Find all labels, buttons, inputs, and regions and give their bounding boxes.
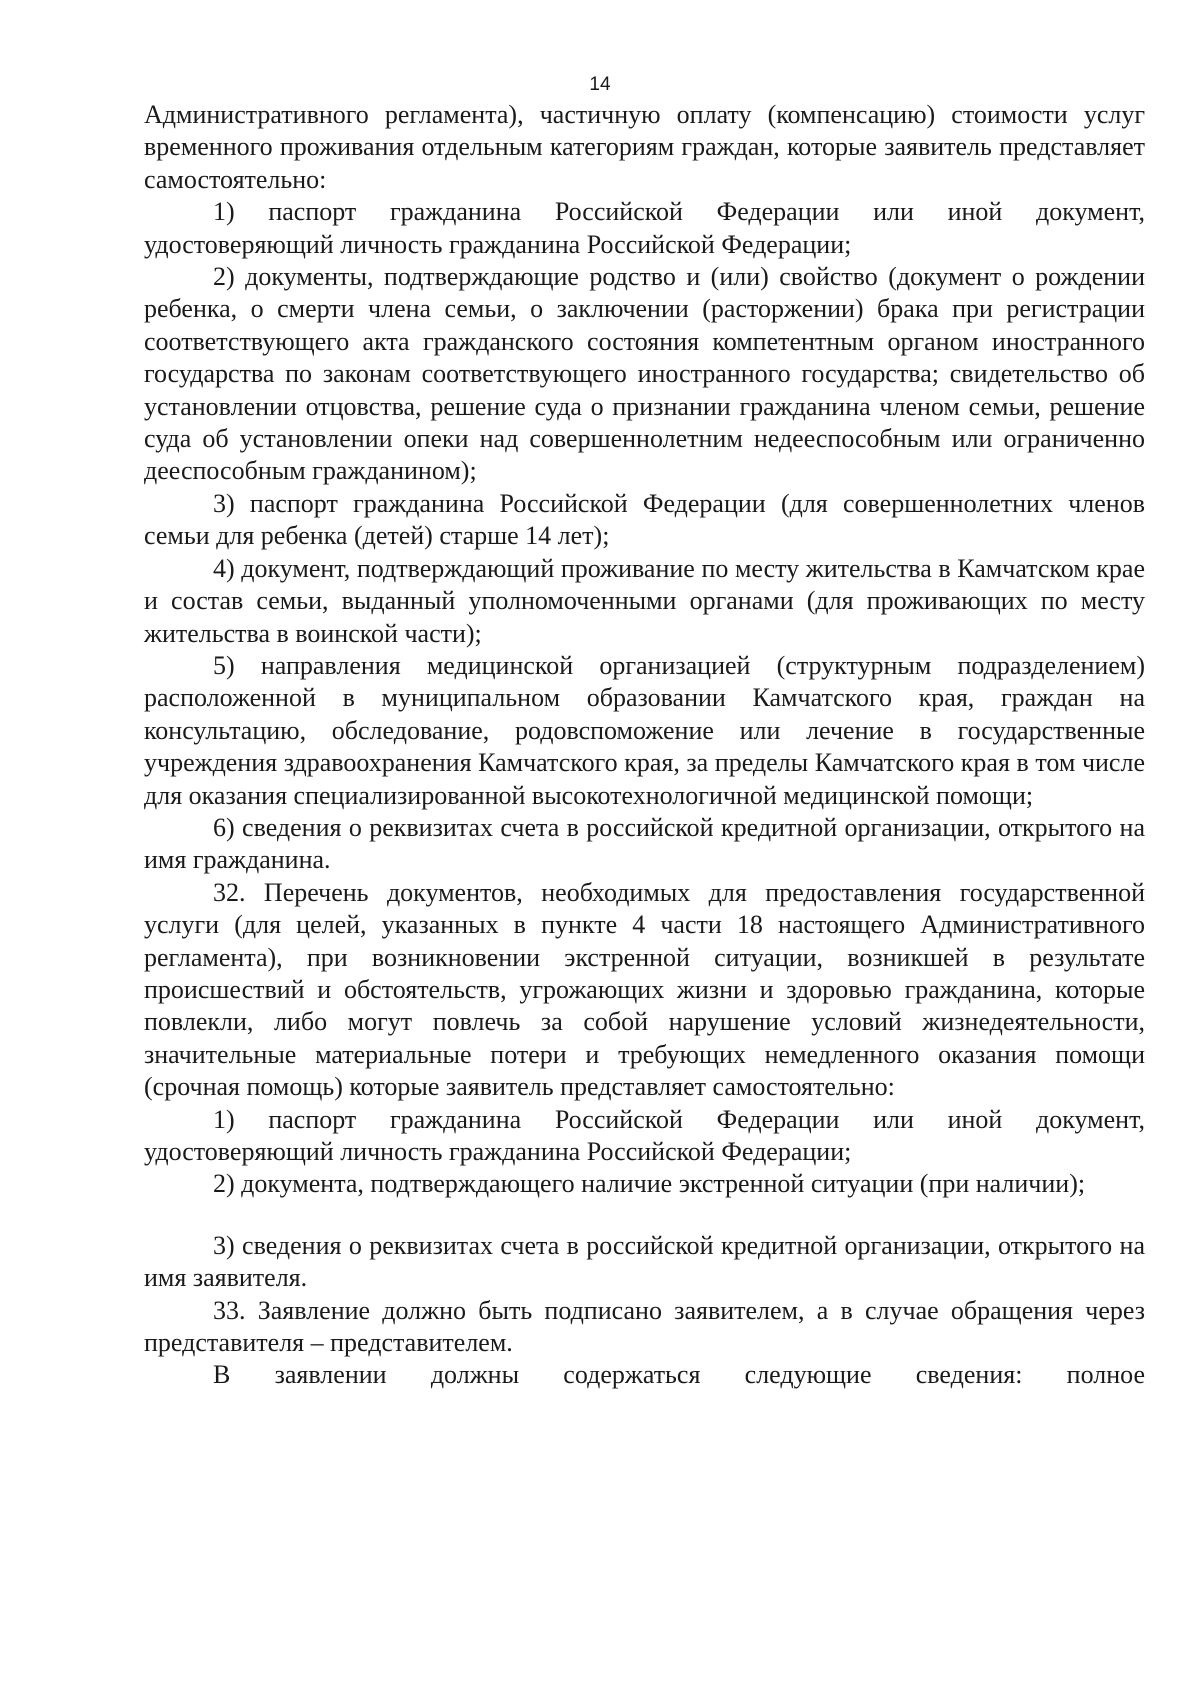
list-item-2: 2) документы, подтверждающие родство и (или) свойство (документ о рождении ребенка, о смерти члена семьи, о заключении (расторжении) брака при регистрации соответствующего акта гражданского состояния компетентным органом иностранного государства по законам соответствующего иностранного государства; свидетельство об установлении отцовства, решение суда о признании гражданина членом семьи, решение суда об установлении опеки над совершеннолетним недееспособным или ограниченно дееспособным гражданином); xyxy=(144,262,1145,486)
clause-32-item-1: 1) паспорт гражданина Российской Федерации или иной документ, удостоверяющий личность гражданина Российской Федерации; xyxy=(144,1104,1145,1166)
list-item-3: 3) паспорт гражданина Российской Федерации (для совершеннолетних членов семьи для ребенка (детей) старше 14 лет); xyxy=(144,488,1145,551)
list-item-4: 4) документ, подтверждающий проживание по месту жительства в Камчатском крае и состав семьи, выданный уполномоченными органами (для проживающих по месту жительства в воинской части); xyxy=(144,553,1145,648)
paragraph-continuation: Административного регламента), частичную оплату (компенсацию) стоимости услуг временного проживания отдельным категориям граждан, которые заявитель представляет самостоятельно: xyxy=(144,100,1145,194)
list-item-6: 6) сведения о реквизитах счета в российской кредитной организации, открытого на имя гражданина. xyxy=(144,812,1145,875)
list-item-5: 5) направления медицинской организацией (структурным подразделением) расположенной в муниципальном образовании Камчатского края, граждан на консультацию, обследование, родовспоможение или лечение в государственные учреждения здравоохранения Камчатского края, за пределы Камчатского края в том числе для оказания специализированной высокотехнологичной медицинской помощи; xyxy=(144,650,1145,810)
document-body xyxy=(144,99,1145,1392)
clause-32-item-3: 3) сведения о реквизитах счета в российской кредитной организации, открытого на имя заявителя. xyxy=(144,1230,1145,1293)
page-number: 14 xyxy=(589,74,611,95)
clause-33: 33. Заявление должно быть подписано заявителем, а в случае обращения через представителя – представителем. xyxy=(144,1295,1145,1358)
list-item-1: 1) паспорт гражданина Российской Федерации или иной документ, удостоверяющий личность гражданина Российской Федерации; xyxy=(144,197,1145,259)
clause-32-item-2: 2) документа, подтверждающего наличие экстренной ситуации (при наличии); xyxy=(213,1169,1086,1199)
clause-32: 32. Перечень документов, необходимых для предоставления государственной услуги (для целей, указанных в пункте 4 части 18 настоящего Административного регламента), при возникновении экстренной ситуации, возникшей в результате происшествий и обстоятельств, угрожающих жизни и здоровью гражданина, которые повлекли, либо могут повлечь за собой нарушение условий жизнедеятельности, значительные материальные потери и требующих немедленного оказания помощи (срочная помощь) которые заявитель представляет самостоятельно: xyxy=(144,877,1145,1102)
clause-33-statement: В заявлении должны содержаться следующие сведения: полное xyxy=(213,1360,1145,1390)
